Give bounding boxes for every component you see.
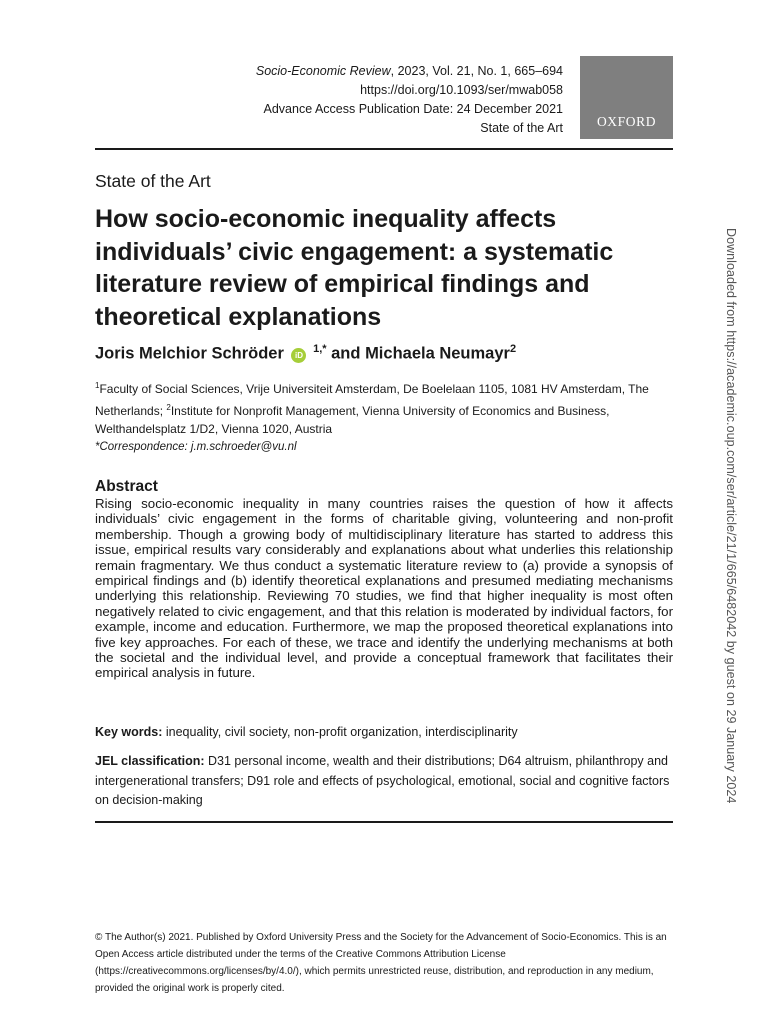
jel-text: D31 personal income, wealth and their distributions; D64 altruism, philanthropy and intergenerational transfers; D91 role and effects of psychological, emotional, social and cognitive factors on decision-making	[95, 754, 670, 807]
download-watermark: Downloaded from https://academic.oup.com/ser/article/21/1/665/6482042 by guest on 29 January 2024	[724, 228, 738, 804]
journal-name: Socio-Economic Review	[255, 64, 391, 78]
oxford-logo-text: OXFORD	[596, 114, 657, 129]
correspondence	[95, 439, 297, 455]
jel-label: JEL classification:	[95, 754, 205, 768]
author-affiliation-marker: 2	[509, 343, 517, 355]
affiliation-text: Faculty of Social Sciences, Vrije Universiteit Amsterdam, De Boelelaan 1105, 1081 HV Amsterdam, The Netherlands;	[95, 382, 649, 418]
author-name: Joris Melchior Schröder	[95, 344, 284, 363]
orcid-icon[interactable]: iD	[291, 348, 306, 363]
journal-volume: , 2023, Vol. 21, No. 1, 665–694	[390, 64, 563, 78]
author-conjunction: and	[326, 344, 366, 363]
affiliation-text: Institute for Nonprofit Management, Vienna University of Economics and Business, Welthandelsplatz 1/D2, Vienna 1020, Austria	[95, 403, 610, 436]
header-divider	[95, 148, 673, 150]
oxford-logo	[580, 56, 673, 139]
publication-date: Advance Access Publication Date: 24 December 2021	[263, 102, 563, 116]
keywords-text: inequality, civil society, non-profit organization, interdisciplinarity	[162, 725, 518, 739]
journal-citation	[123, 62, 563, 81]
affiliation-marker: 2	[166, 402, 171, 412]
section-label: State of the Art	[95, 171, 211, 191]
jel-classification	[95, 752, 673, 811]
article-title: How socio-economic inequality affects individuals’ civic engagement: a systematic literature review of empirical findings and theoretical explanations	[95, 205, 614, 331]
keywords-label: Key words:	[95, 725, 163, 739]
affiliation-marker: 1	[95, 381, 100, 390]
author-name: Michaela Neumayr	[365, 344, 510, 363]
author-line	[95, 343, 516, 364]
author-affiliation-marker: 1,*	[313, 343, 327, 355]
copyright-footer: © The Author(s) 2021. Published by Oxford University Press and the Society for the Advancement of Socio-Economics. This is an Open Access article distributed under the terms of the Creative Commons Attribution License (https://creativecommons.org/licenses/by/4.0/), which permits unrestricted reuse, distribution, and reproduction in any medium, provided the original work is properly cited.	[95, 932, 667, 994]
journal-section: State of the Art	[480, 121, 563, 135]
abstract-divider	[95, 821, 673, 823]
abstract-heading: Abstract	[95, 478, 158, 495]
keywords	[95, 723, 673, 741]
journal-header	[123, 62, 563, 138]
affiliations	[95, 377, 655, 439]
abstract-body: Rising socio-economic inequality in many countries raises the question of how it affects individuals’ civic engagement in the forms of charitable giving, volunteering and non-profit membership. Though a growing body of multidisciplinary literature has started to address this issue, empirical results vary considerably and explanations about what underlies this relationship remain fragmentary. We thus conduct a systematic literature review to (a) provide a synopsis of empirical findings and (b) identify theoretical explanations and presumed mediating mechanisms underlying this relationship. Reviewing 70 studies, we find that higher inequality is most often negatively related to civic engagement, and that this relation is moderated by individual factors, for example, income and education. Furthermore, we map the proposed theoretical explanations into five key approaches. For each of these, we trace and identify the underlying mechanisms at both the societal and the individual level, and provide a conceptual framework that facilitates their empirical analysis in future.	[95, 496, 673, 681]
doi-link[interactable]: https://doi.org/10.1093/ser/mwab058	[360, 83, 563, 97]
correspondence-text[interactable]: *Correspondence: j.m.schroeder@vu.nl	[95, 441, 297, 453]
